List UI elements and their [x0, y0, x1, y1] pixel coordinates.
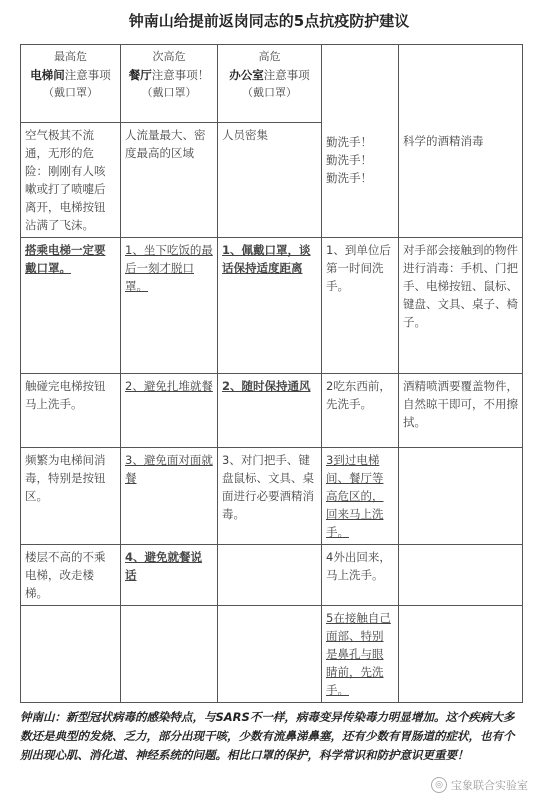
table-cell: 频繁为电梯间消毒，特别是按钮区。: [21, 448, 121, 545]
table-cell: [218, 606, 322, 703]
table-cell: [399, 606, 523, 703]
risk-level: 高危: [258, 50, 281, 63]
table-cell: 5在接触自己面部、特别是鼻孔与眼睛前，先洗手。: [322, 606, 399, 703]
place-name: 餐厅注意事项！: [128, 68, 210, 82]
header-handwash: 勤洗手！ 勤洗手！ 勤洗手！: [322, 45, 399, 238]
table-cell: 人员密集: [218, 123, 322, 238]
place-name: 电梯间注意事项: [30, 68, 111, 82]
table-cell: [21, 606, 121, 703]
mask-note: （戴口罩）: [141, 86, 197, 99]
table-cell: 空气极其不流通，无形的危险：刚刚有人咳嗽或打了喷嚏后离开，电梯按钮沾满了飞沫。: [21, 123, 121, 238]
table-cell: 1、佩戴口罩，谈话保持适度距离: [218, 238, 322, 374]
table-row: [21, 238, 523, 374]
table-cell: 4外出回来，马上洗手。: [322, 545, 399, 606]
header-canteen: [121, 45, 218, 123]
table-row: [21, 374, 523, 448]
risk-level: 次高危: [152, 50, 186, 63]
watermark-logo-icon: ◎: [431, 777, 447, 793]
table-cell: 2、避免扎堆就餐: [121, 374, 218, 448]
table-cell: 楼层不高的不乘电梯，改走楼梯。: [21, 545, 121, 606]
table-cell: 2吃东西前，先洗手。: [322, 374, 399, 448]
header-elevator: [21, 45, 121, 123]
table-cell: 4、避免就餐说话: [121, 545, 218, 606]
table-cell: [399, 448, 523, 545]
watermark: [431, 777, 528, 793]
table-cell: 对手部会接触到的物件进行消毒：手机、门把手、电梯按钮、鼠标、键盘、文具、桌子、椅子。: [399, 238, 523, 374]
table-row: [21, 545, 523, 606]
table-cell: 3、避免面对面就餐: [121, 448, 218, 545]
footer-quote: 钟南山：新型冠状病毒的感染特点，与SARS不一样，病毒变异传染毒力明显增加。这个疾病大多数还是典型的发烧、乏力，部分出现干咳，少数有流鼻涕鼻塞，还有少数有胃肠道的症状，也有个别出现心肌、消化道、神经系统的问题。相比口罩的保护，科学常识和防护意识更重要！: [20, 710, 515, 762]
table-cell: 搭乘电梯一定要戴口罩。: [21, 238, 121, 374]
table-cell: 1、坐下吃饭的最后一刻才脱口罩。: [121, 238, 218, 374]
place-name: 办公室注意事项: [229, 68, 310, 82]
table-cell: [218, 545, 322, 606]
watermark-text: 宝象联合实验室: [451, 779, 528, 792]
risk-level: 最高危: [54, 50, 87, 63]
header-row: [21, 45, 523, 123]
table-row: [21, 448, 523, 545]
header-disinfect: 科学的酒精消毒: [399, 45, 523, 238]
advice-table: [20, 44, 523, 703]
table-cell: 人流量最大、密度最高的区域: [121, 123, 218, 238]
table-cell: [399, 545, 523, 606]
table-cell: 触碰完电梯按钮马上洗手。: [21, 374, 121, 448]
page-title: 钟南山给提前返岗同志的5点抗疫防护建议: [128, 11, 410, 30]
table-cell: [121, 606, 218, 703]
table-cell: 1、到单位后第一时间洗手。: [322, 238, 399, 374]
table-cell: 酒精喷洒要覆盖物件，自然晾干即可，不用擦拭。: [399, 374, 523, 448]
table-cell: 3、对门把手、键盘鼠标、文具、桌面进行必要酒精消毒。: [218, 448, 322, 545]
mask-note: （戴口罩）: [242, 86, 297, 99]
table-cell: 3到过电梯间、餐厅等高危区的，回来马上洗手。: [322, 448, 399, 545]
table-cell: 2、随时保持通风: [218, 374, 322, 448]
table-row: [21, 606, 523, 703]
header-office: [218, 45, 322, 123]
mask-note: （戴口罩）: [43, 86, 98, 99]
